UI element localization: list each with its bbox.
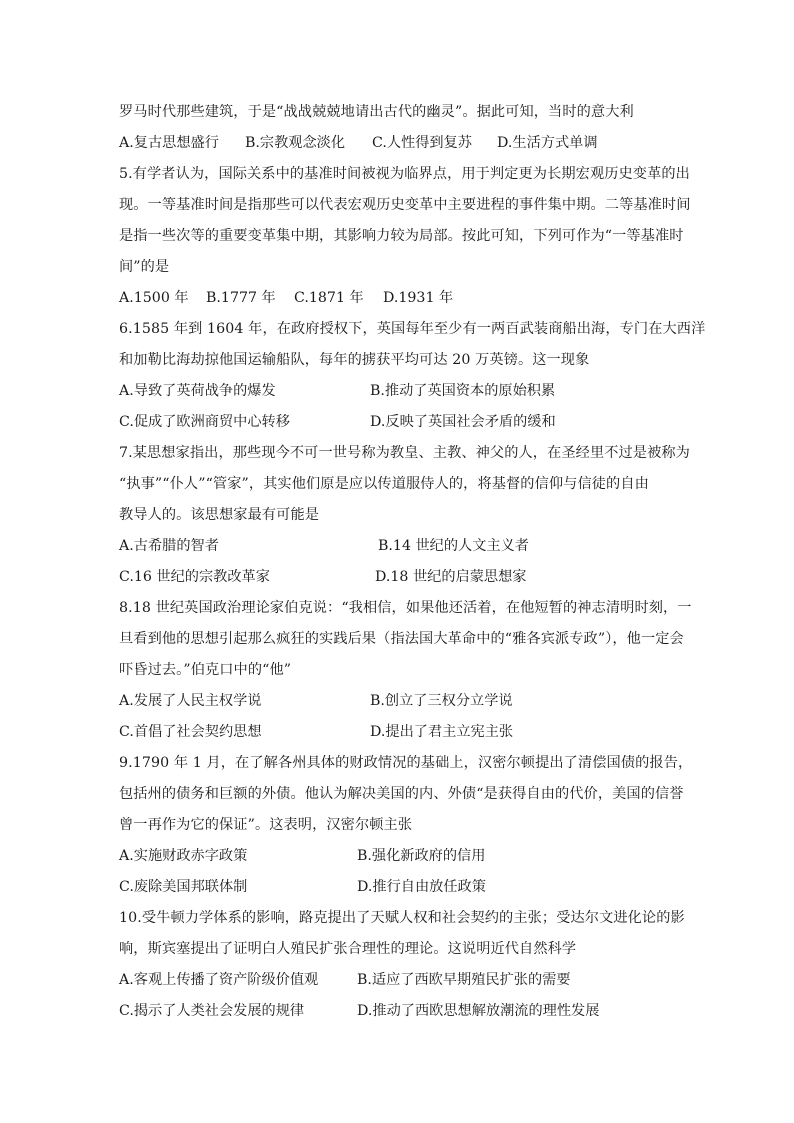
q5-option-b: B.1777 年	[206, 290, 276, 306]
q8-stem-line-1: 8.18 世纪英国政治理论家伯克说：“我相信，如果他还活着，在他短暂的神志清明时刻，一	[119, 600, 692, 616]
q8-option-b: B.创立了三权分立学说	[370, 693, 513, 709]
q4-option-c: C.人性得到复苏	[372, 135, 472, 151]
q4-option-a: A.复古思想盛行	[119, 135, 219, 151]
q9-stem-line-2: 包括州的债务和巨额的外债。他认为解决美国的内、外债“是获得自由的代价，美国的信誉	[119, 786, 684, 802]
q10-stem-line-2: 响，斯宾塞提出了证明白人殖民扩张合理性的理论。这说明近代自然科学	[119, 941, 577, 957]
q8-option-c: C.首倡了社会契约思想	[119, 724, 262, 740]
q6-option-d: D.反映了英国社会矛盾的缓和	[370, 414, 556, 430]
q9-option-a: A.实施财政赤字政策	[119, 848, 248, 864]
q8-option-d: D.提出了君主立宪主张	[370, 724, 514, 740]
q4-option-d: D.生活方式单调	[497, 135, 598, 151]
q5-stem-line-2: 现。一等基准时间是指那些可以代表宏观历史变革中主要进程的事件集中期。二等基准时间	[119, 197, 691, 213]
q7-option-a: A.古希腊的智者	[119, 538, 219, 554]
q7-stem-line-3: 教导人的。该思想家最有可能是	[119, 507, 320, 523]
q7-stem-line-1: 7.某思想家指出，那些现今不可一世号称为教皇、主教、神父的人，在圣经里不过是被称为	[119, 445, 690, 461]
q6-stem-line-1: 6.1585 年到 1604 年，在政府授权下，英国每年至少有一两百武装商船出海，专门在大西洋	[119, 321, 706, 337]
q5-stem-line-3: 是指一些次等的重要变革集中期，其影响力较为局部。按此可知，下列可作为“一等基准时	[119, 228, 684, 244]
q5-option-c: C.1871 年	[294, 290, 364, 306]
q9-option-d: D.推行自由放任政策	[357, 879, 486, 895]
q9-option-c: C.废除美国邦联体制	[119, 879, 248, 895]
q7-option-c: C.16 世纪的宗教改革家	[119, 569, 270, 585]
q5-option-a: A.1500 年	[119, 290, 189, 306]
q10-stem-line-1: 10.受牛顿力学体系的影响，路克提出了天赋人权和社会契约的主张；受达尔文进化论的影	[119, 910, 685, 926]
q10-option-b: B.适应了西欧早期殖民扩张的需要	[357, 972, 571, 988]
q5-stem-line-1: 5.有学者认为，国际关系中的基准时间被视为临界点，用于判定更为长期宏观历史变革的出	[119, 166, 690, 182]
q6-option-b: B.推动了英国资本的原始积累	[370, 383, 556, 399]
q10-option-d: D.推动了西欧思想解放潮流的理性发展	[357, 1003, 600, 1019]
q5-stem-line-4: 间”的是	[119, 259, 170, 275]
q6-option-a: A.导致了英荷战争的爆发	[119, 383, 276, 399]
q8-stem-line-2: 旦看到他的思想引起那么疯狂的实践后果（指法国大革命中的“雅各宾派专政”），他一定会	[119, 631, 684, 647]
q7-option-d: D.18 世纪的启蒙思想家	[375, 569, 527, 585]
q8-stem-line-3: 吓昏过去。”伯克口中的“他”	[119, 662, 292, 678]
q6-option-c: C.促成了欧洲商贸中心转移	[119, 414, 290, 430]
q9-stem-line-1: 9.1790 年 1 月，在了解各州具体的财政情况的基础上，汉密尔顿提出了清偿国债的报告，	[119, 755, 693, 771]
q7-stem-line-2: “执事”“仆人”“管家”，其实他们原是应以传道服侍人的，将基督的信仰与信徒的自由	[119, 476, 649, 492]
q7-option-b: B.14 世纪的人文主义者	[378, 538, 529, 554]
q4-option-b: B.宗教观念淡化	[245, 135, 346, 151]
q10-option-c: C.揭示了人类社会发展的规律	[119, 1003, 305, 1019]
q4-stem-tail: 罗马时代那些建筑，于是“战战兢兢地请出古代的幽灵”。据此可知，当时的意大利	[119, 104, 634, 120]
q8-option-a: A.发展了人民主权学说	[119, 693, 262, 709]
q6-stem-line-2: 和加勒比海劫掠他国运输船队，每年的掳获平均可达 20 万英镑。这一现象	[119, 352, 590, 368]
q9-stem-line-3: 曾一再作为它的保证”。这表明，汉密尔顿主张	[119, 817, 413, 833]
q10-option-a: A.客观上传播了资产阶级价值观	[119, 972, 319, 988]
q9-option-b: B.强化新政府的信用	[357, 848, 486, 864]
q5-option-d: D.1931 年	[383, 290, 454, 306]
